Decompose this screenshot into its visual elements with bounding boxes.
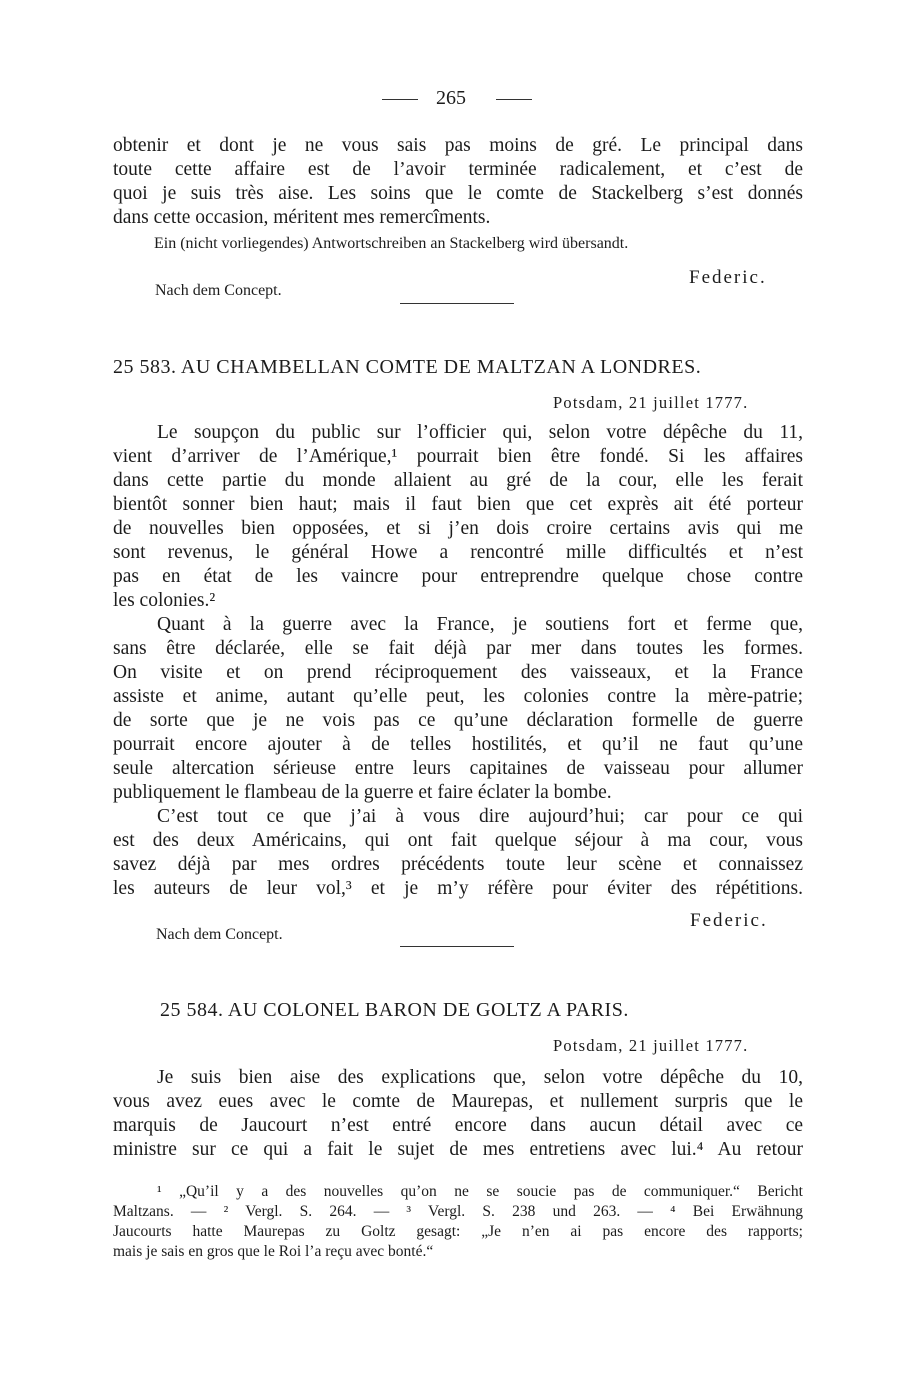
section-divider [400,303,514,304]
text-line: de sorte que je ne vois pas ce qu’une déclaration formelle de guerre [113,710,803,731]
letter-signature: Federic. [690,910,768,931]
letter-source: Nach dem Concept. [156,926,283,943]
place-date: Potsdam, 21 juillet 1777. [553,1036,749,1055]
text-line: publiquement le flambeau de la guerre et faire éclater la bombe. [113,782,612,803]
text-line: sans être déclarée, elle se fait déjà par mer dans toutes les formes. [113,638,803,659]
place-date: Potsdam, 21 juillet 1777. [553,393,749,412]
text-line: vient d’arriver de l’Amérique,¹ pourrait bien être fondé. Si les affaires [113,446,803,467]
letter-body [113,421,803,901]
footnote-line: Jaucourts hatte Maurepas zu Goltz gesagt: „Je n’en ai pas encore des rapports; [113,1223,803,1240]
text-line: pas en état de les vaincre pour entreprendre quelque chose contre [113,566,803,587]
text-line-content: Le soupçon du public sur l’officier qui, selon votre dépêche du 11, [157,422,803,443]
letter-heading: 25 584. AU COLONEL BARON DE GOLTZ A PARIS. [160,999,629,1021]
top-remark: Ein (nicht vorliegendes) Antwortschreiben an Stackelberg wird übersandt. [154,235,629,252]
text-line: seule altercation sérieuse entre leurs capitaines de vaisseau pour allumer [113,758,803,779]
text-line: savez déjà par mes ordres précédents toute leur scène et connaissez [113,854,803,875]
text-line: quoi je suis très aise. Les soins que le comte de Stackelberg s’est donnés [113,183,803,204]
text-line: C’est tout ce que j’ai à vous dire aujourd’hui; car pour ce qui [157,806,803,827]
text-line: pourrait encore ajouter à de telles hostilités, et qu’il ne faut qu’une [113,734,803,755]
text-line: toute cette affaire est de l’avoir terminée radicalement, et c’est de [113,159,803,180]
text-line: de nouvelles bien opposées, et si j’en dois croire certains avis qui me [113,518,803,539]
footnote-line: ¹ „Qu’il y a des nouvelles qu’on ne se soucie pas de communiquer.“ Bericht [157,1183,803,1200]
top-source: Nach dem Concept. [155,282,282,299]
text-line [113,421,803,445]
text-line: sont revenus, le général Howe a rencontré mille difficultés et n’est [113,542,803,563]
text-line: marquis de Jaucourt n’est entré encore dans aucun détail avec ce [113,1115,803,1136]
top-paragraph [113,134,803,230]
text-line: vous avez eues avec le comte de Maurepas, et nullement surpris que le [113,1091,803,1112]
text-line: les auteurs de leur vol,³ et je m’y réfère pour éviter des répétitions. [113,878,803,899]
text-line: assiste et anime, autant qu’elle peut, les colonies contre la mère-patrie; [113,686,803,707]
page-number-rule-left [382,99,418,100]
text-line: On visite et on prend réciproquement des vaisseaux, et la France [113,662,803,683]
text-line: obtenir et dont je ne vous sais pas moins de gré. Le principal dans [113,135,803,156]
footnote-line: mais je sais en gros que le Roi l’a reçu avec bonté.“ [113,1243,434,1260]
text-line: est des deux Américains, qui ont fait quelque séjour à ma cour, vous [113,830,803,851]
text-line: dans cette occasion, méritent mes remercîments. [113,207,491,228]
text-line: Quant à la guerre avec la France, je soutiens fort et ferme que, [157,614,803,635]
footnotes [113,1182,803,1262]
top-signature: Federic. [689,267,767,288]
text-line: Je suis bien aise des explications que, selon votre dépêche du 10, [157,1067,803,1088]
page-number-rule-right [496,99,532,100]
text-line: bientôt sonner bien haut; mais il faut bien que cet exprès ait été porteur [113,494,803,515]
letter-body [113,1066,803,1162]
text-line: les colonies.² [113,590,216,611]
text-line: ministre sur ce qui a fait le sujet de mes entretiens avec lui.⁴ Au retour [113,1139,803,1160]
footnote-line: Maltzans. — ² Vergl. S. 264. — ³ Vergl. S. 238 und 263. — ⁴ Bei Erwähnung [113,1203,803,1220]
page-number: 265 [436,87,466,109]
letter-heading: 25 583. AU CHAMBELLAN COMTE DE MALTZAN A LONDRES. [113,356,702,378]
text-line: dans cette partie du monde allaient au gré de la cour, elle les ferait [113,470,803,491]
section-divider [400,946,514,947]
